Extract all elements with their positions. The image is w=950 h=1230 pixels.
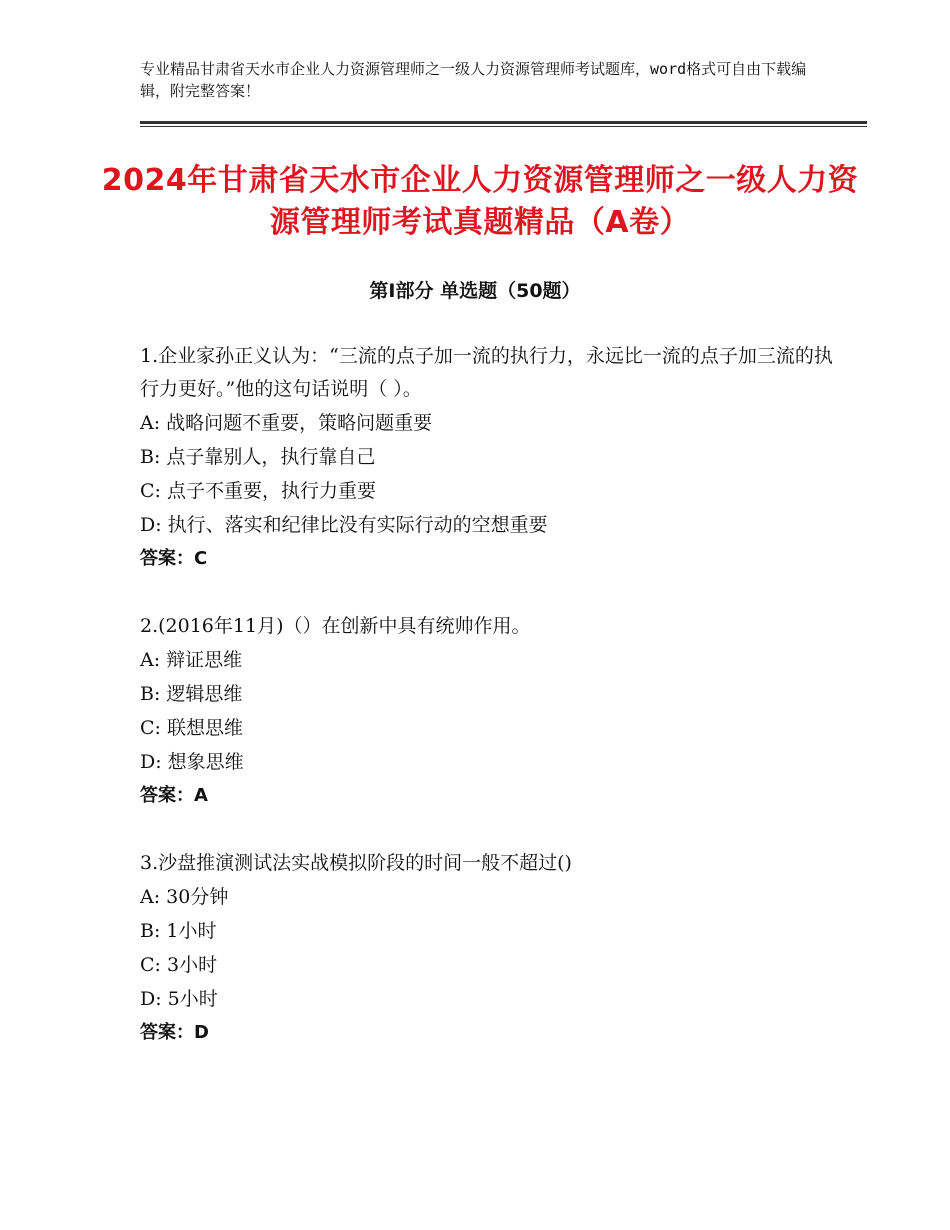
header-divider-thin [140,126,867,127]
option-a: A: 战略问题不重要，策略问题重要 [140,412,433,434]
question-2 [140,610,840,813]
header-divider-thick [140,121,867,124]
answer: 答案：D [140,1022,209,1043]
question-1 [140,340,840,576]
option-c: C: 联想思维 [140,717,243,739]
option-c: C: 点子不重要，执行力重要 [140,480,376,502]
header-note: 专业精品甘肃省天水市企业人力资源管理师之一级人力资源管理师考试题库，word格式可自由下载编辑，附完整答案！ [140,60,807,100]
option-d: D: 执行、落实和纪律比没有实际行动的空想重要 [140,514,548,536]
question-stem: 3.沙盘推演测试法实战模拟阶段的时间一般不超过() [140,852,572,874]
question-3 [140,847,840,1050]
option-a: A: 辩证思维 [140,649,243,671]
answer: 答案：A [140,785,208,806]
document-title: 2024年甘肃省天水市企业人力资源管理师之一级人力资源管理师考试真题精品（A卷） [101,163,859,240]
option-b: B: 点子靠别人，执行靠自己 [140,446,376,468]
option-c: C: 3小时 [140,954,218,976]
option-a: A: 30分钟 [140,886,229,908]
option-d: D: 5小时 [140,988,218,1010]
question-stem: 2.(2016年11月)（）在创新中具有统帅作用。 [140,615,531,637]
question-list [140,340,840,1084]
answer: 答案：C [140,548,208,569]
question-stem: 1.企业家孙正义认为：“三流的点子加一流的执行力，永远比一流的点子加三流的执行力更好。”他的这句话说明（ ）。 [140,345,833,400]
option-b: B: 1小时 [140,920,217,942]
section-title: 第Ⅰ部分 单选题（50题） [369,280,581,302]
option-b: B: 逻辑思维 [140,683,243,705]
option-d: D: 想象思维 [140,751,244,773]
